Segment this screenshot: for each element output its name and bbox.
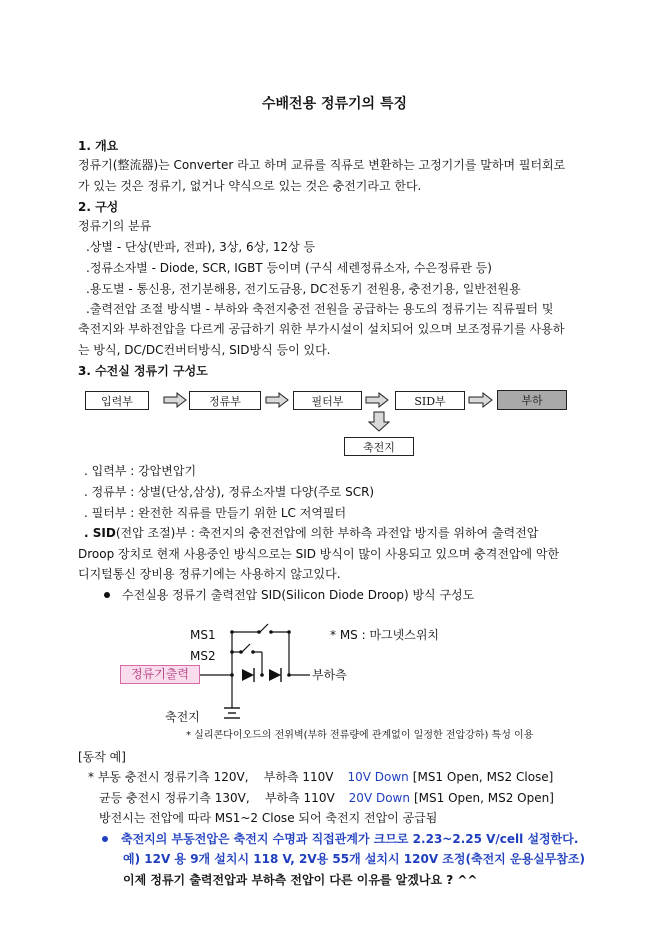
- section1-line1: 정류기(整流器)는 Converter 라고 하며 교류를 직류로 변환하는 고정기기를 말하며 필터회로: [78, 158, 566, 172]
- sid-circuit: [0, 600, 669, 730]
- section2-item: .정류소자별 - Diode, SCR, IGBT 등이며 (구식 세렌정류소자, 수은정류관 등): [86, 261, 492, 275]
- section2-sub: 정류기의 분류: [78, 219, 152, 233]
- section2-item: .용도별 - 통신용, 전기분해용, 전기도금용, DC전동기 전원용, 충전기용, 일반전원용: [86, 282, 521, 296]
- section2-para-line: .출력전압 조절 방식별 - 부하와 축전지충전 전원을 공급하는 용도의 정류기는 직류필터 및: [86, 302, 554, 316]
- block-rectifier: 정류부: [189, 391, 261, 410]
- diode-icon: [242, 669, 254, 681]
- label-ms1: MS1: [190, 628, 216, 642]
- op1-text: * 부동 충전시 정류기측 120V, 부하측 110V: [88, 770, 334, 784]
- sid-line2: Droop 장치로 현재 사용중인 방식으로는 SID 방식이 많이 사용되고 있으며 충격전압에 악한: [78, 547, 560, 561]
- operation-line2: [99, 790, 554, 806]
- desc-line: . 정류부 : 상별(단상,삼상), 정류소자별 다양(주로 SCR): [84, 485, 375, 499]
- op1-down: 10V Down: [347, 770, 409, 784]
- section2-heading: 2. 구성: [78, 200, 119, 214]
- bullet-icon: [102, 836, 108, 842]
- operation-heading: [동작 예]: [78, 750, 126, 764]
- label-load-side: 부하측: [312, 668, 347, 682]
- section3-heading: 3. 수전실 정류기 구성도: [78, 364, 208, 378]
- section2-para-line: 축전지와 부하전압을 다르게 공급하기 위한 부가시설이 설치되어 있으며 보조정류기를 사용하: [78, 322, 565, 336]
- block-battery: 축전지: [344, 437, 414, 456]
- bullet-text: 수전실용 정류기 출력전압 SID(Silicon Diode Droop) 방식 구성도: [122, 588, 475, 602]
- sid-line1: [84, 525, 538, 541]
- sid-line1-text: (전압 조절)부 : 축전지의 충전전압에 의한 부하측 과전압 방지를 위하여 출력전압: [115, 526, 539, 540]
- block-input: 입력부: [85, 391, 149, 410]
- arrow-right-icon: [266, 393, 288, 407]
- op2-state: [MS1 Open, MS2 Open]: [413, 791, 554, 805]
- block-load: 부하: [497, 390, 567, 410]
- label-battery: 축전지: [165, 710, 200, 724]
- note-line2: 예) 12V 용 9개 설치시 118 V, 2V용 55개 설치시 120V 조정(축전지 운용실무참조): [123, 852, 585, 866]
- section1-line2: 가 있는 것은 정류기, 없거나 약식으로 있는 것은 충전기라고 한다.: [78, 179, 422, 193]
- arrow-right-icon: [164, 393, 186, 407]
- diode-icon: [269, 669, 281, 681]
- ms-note: * MS : 마그넷스위치: [330, 628, 440, 642]
- op2-down: 20V Down: [348, 791, 410, 805]
- arrow-down-icon: [369, 412, 389, 431]
- desc-line: . 입력부 : 강압변압기: [84, 464, 197, 478]
- bullet-icon: [104, 592, 110, 598]
- section2-item: .상별 - 단상(반파, 전파), 3상, 6상, 12상 등: [86, 240, 316, 254]
- block-filter: 필터부: [293, 391, 362, 410]
- desc-line: . 필터부 : 완전한 직류를 만들기 위한 LC 저역필터: [84, 506, 347, 520]
- op1-state: [MS1 Open, MS2 Close]: [412, 770, 554, 784]
- sid-label: . SID: [84, 526, 116, 540]
- note-line3: 이제 정류기 출력전압과 부하측 전압이 다른 이유를 알겠나요 ? ^^: [123, 873, 478, 887]
- operation-line1: [88, 769, 553, 785]
- section2-para-line: 는 방식, DC/DC컨버터방식, SID방식 등이 있다.: [78, 343, 331, 357]
- note1-text: 축전지의 부동전압은 축전지 수명과 직접관계가 크므로 2.23~2.25 V/cell 설정한다.: [121, 832, 579, 846]
- block-sid: SID부: [395, 391, 465, 410]
- operation-line3: 방전시는 전압에 따라 MS1~2 Close 되어 축전지 전압이 공급됨: [99, 811, 438, 825]
- arrow-right-icon: [469, 393, 492, 407]
- note-line1: [102, 831, 578, 847]
- circuit-caption: * 실리콘다이오드의 전위벽(부하 전류량에 관계없이 일정한 전압강하) 특성 이용: [186, 730, 534, 741]
- sid-line3: 디지털통신 장비용 정류기에는 사용하지 않고있다.: [78, 567, 341, 581]
- rectifier-output-box: 정류기출력: [120, 665, 200, 684]
- section1-heading: 1. 개요: [78, 139, 119, 153]
- label-ms2: MS2: [190, 649, 216, 663]
- op2-text: 균등 충전시 정류기측 130V, 부하측 110V: [99, 791, 335, 805]
- block-arrows: [0, 0, 669, 470]
- page-title: 수배전용 정류기의 특징: [262, 96, 407, 112]
- arrow-right-icon: [366, 393, 388, 407]
